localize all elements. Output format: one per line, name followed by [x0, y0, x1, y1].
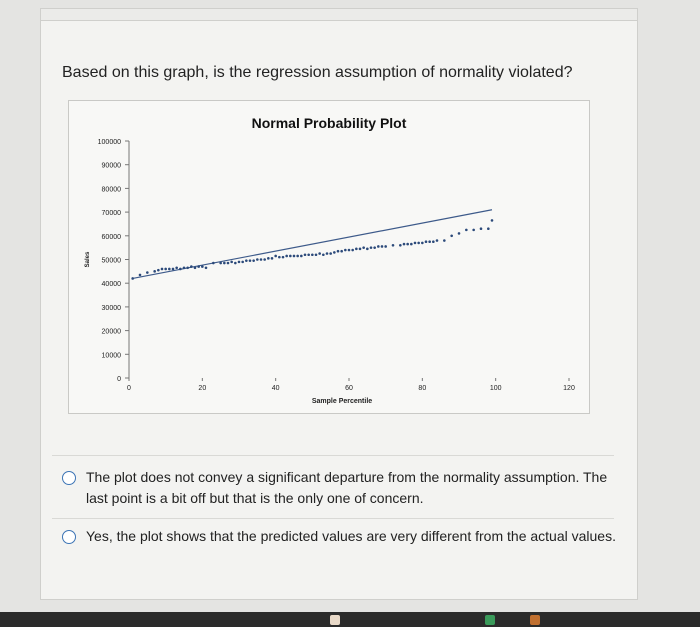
- radio-button-icon[interactable]: [62, 530, 76, 544]
- dock-app-icon[interactable]: [530, 615, 540, 625]
- data-point: [267, 257, 270, 260]
- data-point: [377, 245, 380, 248]
- data-point: [241, 261, 244, 264]
- data-point: [179, 268, 182, 271]
- y-tick-label: 10000: [101, 352, 121, 360]
- data-point: [311, 253, 314, 256]
- answer-option-1[interactable]: [62, 467, 618, 509]
- data-point: [201, 265, 204, 268]
- y-tick-label: 80000: [101, 186, 121, 194]
- data-point: [355, 248, 358, 251]
- data-point: [414, 242, 417, 245]
- data-point: [172, 268, 175, 271]
- data-point: [153, 270, 156, 273]
- data-point: [410, 243, 413, 246]
- y-axis-label: Sales: [85, 251, 91, 268]
- data-point: [304, 253, 307, 256]
- data-point: [487, 227, 490, 230]
- data-point: [421, 242, 424, 245]
- data-point: [205, 266, 208, 269]
- y-tick-label: 30000: [101, 304, 121, 312]
- dock-app-icon[interactable]: [330, 615, 340, 625]
- data-point: [157, 269, 160, 272]
- y-tick-label: 20000: [101, 328, 121, 336]
- data-point: [274, 255, 277, 258]
- radio-button-icon[interactable]: [62, 471, 76, 485]
- data-point: [219, 262, 222, 265]
- data-point: [337, 250, 340, 253]
- y-tick-label: 70000: [101, 210, 121, 218]
- data-point: [285, 255, 288, 258]
- data-point: [465, 229, 468, 232]
- data-point: [326, 252, 329, 255]
- data-point: [428, 240, 431, 243]
- data-point: [359, 248, 362, 251]
- data-point: [399, 244, 402, 247]
- data-point: [432, 240, 435, 243]
- data-point: [168, 268, 171, 271]
- answer-option-2[interactable]: [62, 526, 618, 547]
- data-point: [366, 248, 369, 251]
- answer-option-1-label: The plot does not convey a significant departure from the normality assumption. The last point is a bit off but that is the only one of concern.: [86, 469, 608, 506]
- data-point: [164, 268, 167, 271]
- data-point: [443, 239, 446, 242]
- data-point: [417, 242, 420, 245]
- data-point: [238, 261, 241, 264]
- x-tick-label: 20: [198, 385, 207, 392]
- data-point: [197, 265, 200, 268]
- data-point: [194, 266, 197, 269]
- data-point: [300, 255, 303, 258]
- data-point: [190, 265, 193, 268]
- normal-probability-plot: [69, 101, 589, 413]
- divider: [52, 518, 614, 519]
- data-point: [403, 243, 406, 246]
- question-text: Based on this graph, is the regression assumption of normality violated?: [62, 64, 573, 81]
- data-point: [212, 262, 215, 265]
- data-point: [131, 277, 134, 280]
- data-point: [307, 253, 310, 256]
- data-point: [263, 258, 266, 261]
- data-point: [425, 240, 428, 243]
- data-point: [256, 258, 259, 261]
- data-point: [278, 256, 281, 259]
- divider: [52, 455, 614, 456]
- data-point: [315, 253, 318, 256]
- data-point: [381, 245, 384, 248]
- dock-app-icon[interactable]: [485, 615, 495, 625]
- data-point: [296, 255, 299, 258]
- data-point: [146, 271, 149, 274]
- data-point: [175, 266, 178, 269]
- data-point: [245, 259, 248, 262]
- data-point: [450, 235, 453, 238]
- data-point: [333, 251, 336, 254]
- data-point: [289, 255, 292, 258]
- data-point: [392, 244, 395, 247]
- x-tick-label: 120: [563, 385, 575, 392]
- dock-bar: [0, 612, 700, 627]
- data-point: [252, 259, 255, 262]
- x-tick-label: 100: [489, 385, 502, 392]
- data-point: [234, 262, 237, 265]
- x-tick-label: 0: [127, 385, 131, 392]
- answer-option-2-label: Yes, the plot shows that the predicted values are very different from the actual values.: [86, 528, 616, 544]
- data-point: [183, 266, 186, 269]
- data-point: [362, 246, 365, 249]
- y-tick-label: 0: [117, 376, 121, 383]
- data-point: [161, 268, 164, 271]
- data-point: [329, 252, 332, 255]
- data-point: [480, 227, 483, 230]
- data-point: [282, 256, 285, 259]
- data-point: [139, 274, 142, 277]
- data-point: [491, 219, 494, 222]
- data-point: [351, 249, 354, 252]
- y-tick-label: 90000: [101, 162, 121, 170]
- chart-title: Normal Probability Plot: [251, 115, 407, 131]
- y-tick-label: 100000: [97, 139, 121, 146]
- y-tick-label: 40000: [101, 281, 121, 289]
- data-point: [249, 259, 252, 262]
- x-axis-label: Sample Percentile: [311, 398, 373, 405]
- data-point: [384, 245, 387, 248]
- data-point: [436, 239, 439, 242]
- data-point: [293, 255, 296, 258]
- data-point: [260, 258, 263, 261]
- data-point: [223, 262, 226, 265]
- data-point: [186, 266, 189, 269]
- data-point: [344, 249, 347, 252]
- data-point: [271, 257, 274, 260]
- data-point: [340, 250, 343, 253]
- y-tick-label: 60000: [101, 233, 121, 241]
- chart-frame: [68, 100, 590, 414]
- data-point: [230, 261, 233, 264]
- data-point: [370, 246, 373, 249]
- data-point: [472, 229, 475, 232]
- x-tick-label: 80: [418, 385, 427, 392]
- data-point: [227, 262, 230, 265]
- data-point: [458, 232, 461, 235]
- data-point: [406, 243, 409, 246]
- data-point: [322, 253, 325, 256]
- x-tick-label: 60: [345, 385, 353, 392]
- y-tick-label: 50000: [101, 257, 121, 265]
- data-point: [373, 246, 376, 249]
- x-tick-label: 40: [271, 385, 280, 392]
- data-point: [318, 252, 321, 255]
- data-point: [348, 249, 351, 252]
